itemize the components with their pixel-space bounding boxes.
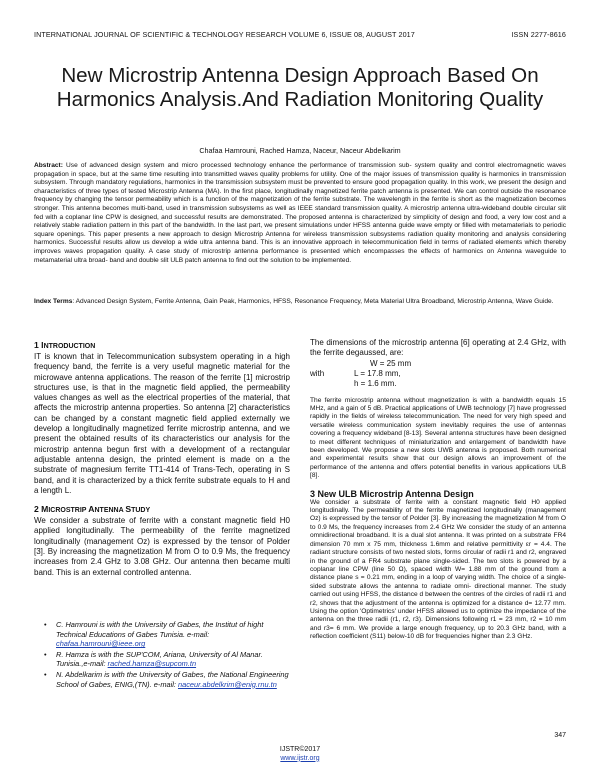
- section-3-text: We consider a substrate of ferrite with a constant magnetic field H0 applied longitudinally. The permeability of the ferrite magnetized longitudinally (management Oz) is expressed by the tensor of Polder [3]. By increasing the magnetization M from O to 0.9 Ms, the frequency increases from 2.4 GHz We consider the study of an antenna omnidirectional broadband. It is a dual slot antenna. It was printed on a substrate FR4 dimension 70 mm x 75 mm, thickness 1.6mm and relative permittivity εr = 4.4. The radiant structure consists of two nested slots, forms circular of radii r1 and r2, engraved in the ground of a FR4 substrate plane single-sided. The two slots is powered by a coplanar line CPW (line 50 Ω), spaced width W= 1.88 mm of the ground from a distance plane s = 0.21 mm, ending in a loop of varying width. The choice of a single-sided substrate allows the antenna to radiate omni- directional manner. The study carried out using HFSS, the distance d between the centres of the circles of radii r1 and r2, shows that the adjustment of the antenna is optimized for a distance d= 12.77 mm. Using the option 'Optimetrics' under HFSS allowed us to optimize the impedance of the antenna on the three radii (r1, r2, r3). Dimensions following r1 = 23 mm, r2 = 10 mm and r3= 6 mm. We provide a large enough frequency, up to 20.3 GHz band, with a reflection coefficient (S11) below-10 dB for frequencies higher than 2.3 GHz.: [310, 498, 566, 641]
- section-1-heading: 1 INTRODUCTION: [34, 340, 96, 350]
- journal-url[interactable]: www.ijstr.org: [280, 754, 320, 762]
- page-number: 347: [554, 732, 566, 739]
- index-terms: [34, 298, 566, 307]
- abstract-text: Use of advanced design system and micro processed technology enhance the performance of transmission sub- system quality and control electromagnetic waves propagation in space, but at the same time resulting into transmitted waves quality problems for utility. One of the major issues of transmission quality is harmonics in transmission subsystem. Through mandatory regulations, harmonics in the transmission subsystem must be prevented to ensure good propagation quality. In this work, we present the design and characteristics of three types of tested Microstrip Antenna (MA). In the first place, longitudinally magnetized ferrite patch antenna is presented. We can control outside the resonance frequency by changing the tensor permeability which is a function of the magnetization of the ferrite substrate. The wavelength in the ferrite is short as the magnetization becomes stronger. This antenna becomes multi-band, used in transmission subsystems as well as IEEE standard transmission quality. A microstrip antenna ultra-wideband double circular slit fed with a coplanar line CPW is designed, and successful results are demonstrated. The proposed antenna is characterized by simplicity of design and food, a very low cost and a relatively stable radiation pattern in this part of the bandwidth. In the last part, we present simulations under HFSS antenna guide wave empty or filled with metamaterials to periodic square openings. This paper presents a new approach to design Microstrip Antenna for wireless transmission subsystems radiation quality monitoring and analysis considering harmonics. Successful results allow us develop a wide ultra antenna band. This is an innovative approach in telecommunication field in terms of radiated elements which thereby improves waves propagation quality. A case study of microstrip antenna performance is presented which encompasses the effects of harmonics on Antenna waveguide to metamaterial ultra broad- band and double slit ULB patch antenna to find out the solution to be implemented.: [34, 162, 566, 264]
- author-footnotes: [44, 620, 290, 690]
- left-column: [34, 340, 290, 578]
- abstract-label: Abstract:: [34, 162, 63, 169]
- email-link[interactable]: rached.hamza@supcom.tn: [107, 659, 197, 669]
- right-column: [310, 338, 566, 642]
- copyright: IJSTR©2017: [279, 746, 321, 753]
- section-2-text: We consider a substrate of ferrite with a constant magnetic field H0 applied longitudinally. The permeability of the ferrite magnetized longitudinally (management Oz) is expressed by the tensor of Polder [3]. By increasing the magnetization M from O to 0.9 Ms, the frequency increases from 2.4 GHz to 3.08 GHz. Our antenna then became multi band. This is an external controlled antenna.: [34, 516, 290, 577]
- email-link[interactable]: chafaa.hamrouni@ieee.org: [56, 639, 146, 649]
- dimension-row: with L = 17.8 mm,: [310, 368, 401, 378]
- dimensions-intro: The dimensions of the microstrip antenna [6] operating at 2.4 GHz, with the ferrite degaussed, are:: [310, 338, 566, 358]
- dimension-row: h = 1.6 mm.: [354, 378, 397, 388]
- dimension-row: W = 25 mm: [370, 358, 412, 368]
- section-3-heading: 3 New ULB Microstrip Antenna Design: [310, 488, 474, 499]
- journal-name: INTERNATIONAL JOURNAL OF SCIENTIFIC & TECHNOLOGY RESEARCH VOLUME 6, ISSUE 08, AUGUST 2017: [34, 30, 415, 39]
- footnote-item: • C. Hamrouni is with the University of Gabes, the Institut of hight Technical Educations of Gabes Tunisia. e-mail: chafaa.hamrouni@ieee.org: [44, 620, 290, 649]
- footnote-item: • N. Abdelkarim is with the University of Gabes, the National Engineering School of Gabes, ENIG,(TN). e-mail: naceur.abdelkrim@enig.rnu.tn: [44, 670, 290, 689]
- index-terms-label: Index Terms: [34, 298, 73, 305]
- index-terms-text: : Advanced Design System, Ferrite Antenna, Gain Peak, Harmonics, HFSS, Resonance Frequency, Meta Material Ultra Broadband, Microstrip Antenna, Wave Guide.: [72, 298, 554, 305]
- section-2-heading: 2 MICROSTRIP ANTENNA STUDY: [34, 504, 151, 515]
- paper-title: New Microstrip Antenna Design Approach Based On Harmonics Analysis.And Radiation Monitoring Quality: [56, 64, 544, 111]
- page-footer: [0, 746, 600, 763]
- running-header: [34, 30, 566, 39]
- section-1-text: IT is known that in Telecommunication subsystem operating in a high frequency band, the ferrite is a very useful magnetic material for the microwave antenna applications. The reason of the ferrite [1] microstrip structures use, is that in the magnetic field applied, the permeability values changes as well as the electrical properties of the material, that affects the microstrip antenna properties. So antenna [2] characteristics can be changed by a constant magnetic field applied externally we develop a longitudinally magnetized ferrite microstrip antenna, and we present the obtained results of its characteristics our analysis for the microstrip antenna begun first with a development of a rectangular adjustable antenna design, the printed element is made on a the substrate of magnesium ferrite TT1-414 of Trans-Tech, operating in S band, and it is characterized by a thick ferrite substrate equals to H and a length L.: [34, 352, 290, 495]
- footnote-item: • R. Hamza is with the SUP'COM, Ariana, University of Al Manar. Tunisia.,e-mail: rached.hamza@supcom.tn: [44, 650, 290, 669]
- ferrite-paragraph: The ferrite microstrip antenna without magnetization is with a bandwidth equals 15 MHz, and a gain of 5 dB. Practical applications of UWB technology [7] have progressed rapidly in the fields of wireless telecommunication. The need for very high speed and versatile wireless communication system inevitably requires the use of antennas covering a frequency wideband [8-13]. Several antenna structures have been designed to meet different techniques of miniaturization and enlargement of bandwidth have been developed. We propose a new slots UWB antenna is proposed. Both numerical and experimental results show that our design allows an improvement of the performance of the antenna and offers potential benefits in various applications ULB [8].: [310, 396, 566, 480]
- author-list: Chafaa Hamrouni, Rached Hamza, Naceur, Naceur Abdelkarim: [199, 146, 401, 155]
- abstract: [34, 162, 566, 265]
- dimensions-list: [310, 359, 566, 389]
- issn: ISSN 2277-8616: [511, 30, 566, 39]
- email-link[interactable]: naceur.abdelkrim@enig.rnu.tn: [177, 679, 277, 689]
